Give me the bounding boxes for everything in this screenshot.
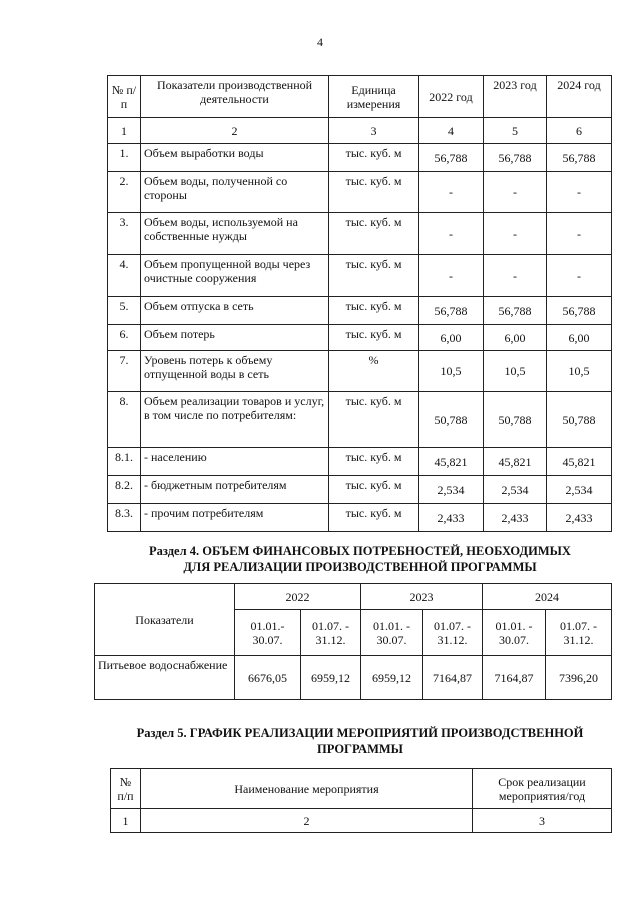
value-2024: 2,534 — [547, 476, 612, 504]
col-number: 3 — [473, 809, 612, 833]
value-2022: 50,788 — [419, 392, 484, 448]
table-row — [95, 656, 612, 700]
header-cell: Показатели производственной деятельности — [141, 76, 329, 118]
header-cell: № п/п — [108, 76, 141, 118]
indicator-name: Уровень потерь к объему отпущенной воды в сеть — [141, 351, 329, 392]
value-2024: - — [547, 172, 612, 213]
unit-cell: тыс. куб. м — [329, 504, 419, 532]
row-number: 7. — [108, 351, 141, 392]
col-number: 6 — [547, 118, 612, 144]
unit-cell: тыс. куб. м — [329, 144, 419, 172]
indicator-name: Объем отпуска в сеть — [141, 297, 329, 325]
value-2023: 56,788 — [484, 297, 547, 325]
column-number-row — [111, 809, 612, 833]
unit-cell: тыс. куб. м — [329, 297, 419, 325]
value-2023: - — [484, 172, 547, 213]
value-2022: - — [419, 172, 484, 213]
indicators-header: Показатели — [95, 584, 235, 656]
period-header: 01.07. - 31.12. — [423, 610, 483, 656]
row-number: 6. — [108, 325, 141, 351]
header-cell: Срок реализации мероприятия/год — [473, 769, 612, 809]
header-cell: Единица измерения — [329, 76, 419, 118]
period-header: 01.01. - 30.07. — [361, 610, 423, 656]
value-2024: - — [547, 213, 612, 255]
value-cell: 6959,12 — [361, 656, 423, 700]
value-2024: 2,433 — [547, 504, 612, 532]
table-row — [108, 172, 612, 213]
row-number: 2. — [108, 172, 141, 213]
table-row — [108, 325, 612, 351]
unit-cell: тыс. куб. м — [329, 255, 419, 297]
section5-title-line1: Раздел 5. ГРАФИК РЕАЛИЗАЦИИ МЕРОПРИЯТИЙ ПРОИЗВОДСТВЕННОЙ — [136, 726, 584, 740]
header-cell: № п/п — [111, 769, 141, 809]
header-cell: Наименование мероприятия — [141, 769, 473, 809]
col-number: 4 — [419, 118, 484, 144]
table-row — [108, 213, 612, 255]
value-2023: - — [484, 255, 547, 297]
section4-title-line2: ДЛЯ РЕАЛИЗАЦИИ ПРОИЗВОДСТВЕННОЙ ПРОГРАММЫ — [183, 560, 537, 574]
section4-title — [90, 543, 630, 575]
col-number: 3 — [329, 118, 419, 144]
value-2023: 10,5 — [484, 351, 547, 392]
row-number: 8.2. — [108, 476, 141, 504]
value-cell: 7396,20 — [546, 656, 612, 700]
indicator-name: Объем выработки воды — [141, 144, 329, 172]
period-header: 01.01. - 30.07. — [483, 610, 546, 656]
value-2023: 2,433 — [484, 504, 547, 532]
unit-cell: тыс. куб. м — [329, 213, 419, 255]
unit-cell: тыс. куб. м — [329, 325, 419, 351]
value-2023: 2,534 — [484, 476, 547, 504]
schedule-table — [110, 768, 612, 833]
value-2024: 56,788 — [547, 297, 612, 325]
period-header: 01.01.- 30.07. — [235, 610, 301, 656]
unit-cell: тыс. куб. м — [329, 172, 419, 213]
col-number: 2 — [141, 118, 329, 144]
value-2024: 45,821 — [547, 448, 612, 476]
value-2022: 56,788 — [419, 297, 484, 325]
value-cell: 7164,87 — [423, 656, 483, 700]
table-header-row — [111, 769, 612, 809]
col-number: 5 — [484, 118, 547, 144]
indicator-name: Объем пропущенной воды через очистные сооружения — [141, 255, 329, 297]
value-cell: 6676,05 — [235, 656, 301, 700]
value-cell: 7164,87 — [483, 656, 546, 700]
table-row — [108, 255, 612, 297]
row-number: 1. — [108, 144, 141, 172]
row-number: 8.1. — [108, 448, 141, 476]
row-number: 8.3. — [108, 504, 141, 532]
table-row — [108, 476, 612, 504]
unit-cell: тыс. куб. м — [329, 448, 419, 476]
value-2023: - — [484, 213, 547, 255]
period-header: 01.07. - 31.12. — [301, 610, 361, 656]
table-row — [108, 144, 612, 172]
table-header-row — [108, 76, 612, 118]
indicator-name: Объем воды, используемой на собственные нужды — [141, 213, 329, 255]
value-2024: 10,5 — [547, 351, 612, 392]
value-2024: 56,788 — [547, 144, 612, 172]
section5-title — [90, 725, 630, 757]
value-2022: 6,00 — [419, 325, 484, 351]
value-cell: 6959,12 — [301, 656, 361, 700]
value-2022: - — [419, 255, 484, 297]
value-2022: 56,788 — [419, 144, 484, 172]
value-2023: 45,821 — [484, 448, 547, 476]
table-row — [108, 351, 612, 392]
col-number: 1 — [111, 809, 141, 833]
value-2022: - — [419, 213, 484, 255]
indicator-name: - населению — [141, 448, 329, 476]
value-2024: 6,00 — [547, 325, 612, 351]
value-2022: 2,534 — [419, 476, 484, 504]
row-label: Питьевое водоснабжение — [95, 656, 235, 700]
section5-title-line2: ПРОГРАММЫ — [317, 742, 403, 756]
financial-needs-table — [94, 583, 612, 700]
year-header: 2023 — [361, 584, 483, 610]
value-2023: 56,788 — [484, 144, 547, 172]
indicator-name: - бюджетным потребителям — [141, 476, 329, 504]
year-header: 2022 — [235, 584, 361, 610]
row-number: 8. — [108, 392, 141, 448]
value-2022: 45,821 — [419, 448, 484, 476]
section4-title-line1: Раздел 4. ОБЪЕМ ФИНАНСОВЫХ ПОТРЕБНОСТЕЙ, НЕОБХОДИМЫХ — [149, 544, 571, 558]
col-number: 2 — [141, 809, 473, 833]
production-indicators-table — [107, 75, 612, 532]
value-2022: 2,433 — [419, 504, 484, 532]
header-cell: 2022 год — [419, 76, 484, 118]
indicator-name: - прочим потребителям — [141, 504, 329, 532]
year-header: 2024 — [483, 584, 612, 610]
indicator-name: Объем воды, полученной со стороны — [141, 172, 329, 213]
table-row — [108, 448, 612, 476]
unit-cell: % — [329, 351, 419, 392]
value-2023: 6,00 — [484, 325, 547, 351]
page-number: 4 — [317, 35, 323, 49]
col-number: 1 — [108, 118, 141, 144]
row-number: 4. — [108, 255, 141, 297]
value-2024: 50,788 — [547, 392, 612, 448]
indicator-name: Объем потерь — [141, 325, 329, 351]
unit-cell: тыс. куб. м — [329, 392, 419, 448]
row-number: 5. — [108, 297, 141, 325]
row-number: 3. — [108, 213, 141, 255]
column-number-row — [108, 118, 612, 144]
header-cell: 2024 год — [547, 76, 612, 118]
unit-cell: тыс. куб. м — [329, 476, 419, 504]
period-header: 01.07. - 31.12. — [546, 610, 612, 656]
table-row — [108, 297, 612, 325]
table-header-row — [95, 584, 612, 610]
table-row — [108, 504, 612, 532]
table-row — [108, 392, 612, 448]
value-2022: 10,5 — [419, 351, 484, 392]
value-2024: - — [547, 255, 612, 297]
indicator-name: Объем реализации товаров и услуг, в том числе по потребителям: — [141, 392, 329, 448]
header-cell: 2023 год — [484, 76, 547, 118]
value-2023: 50,788 — [484, 392, 547, 448]
